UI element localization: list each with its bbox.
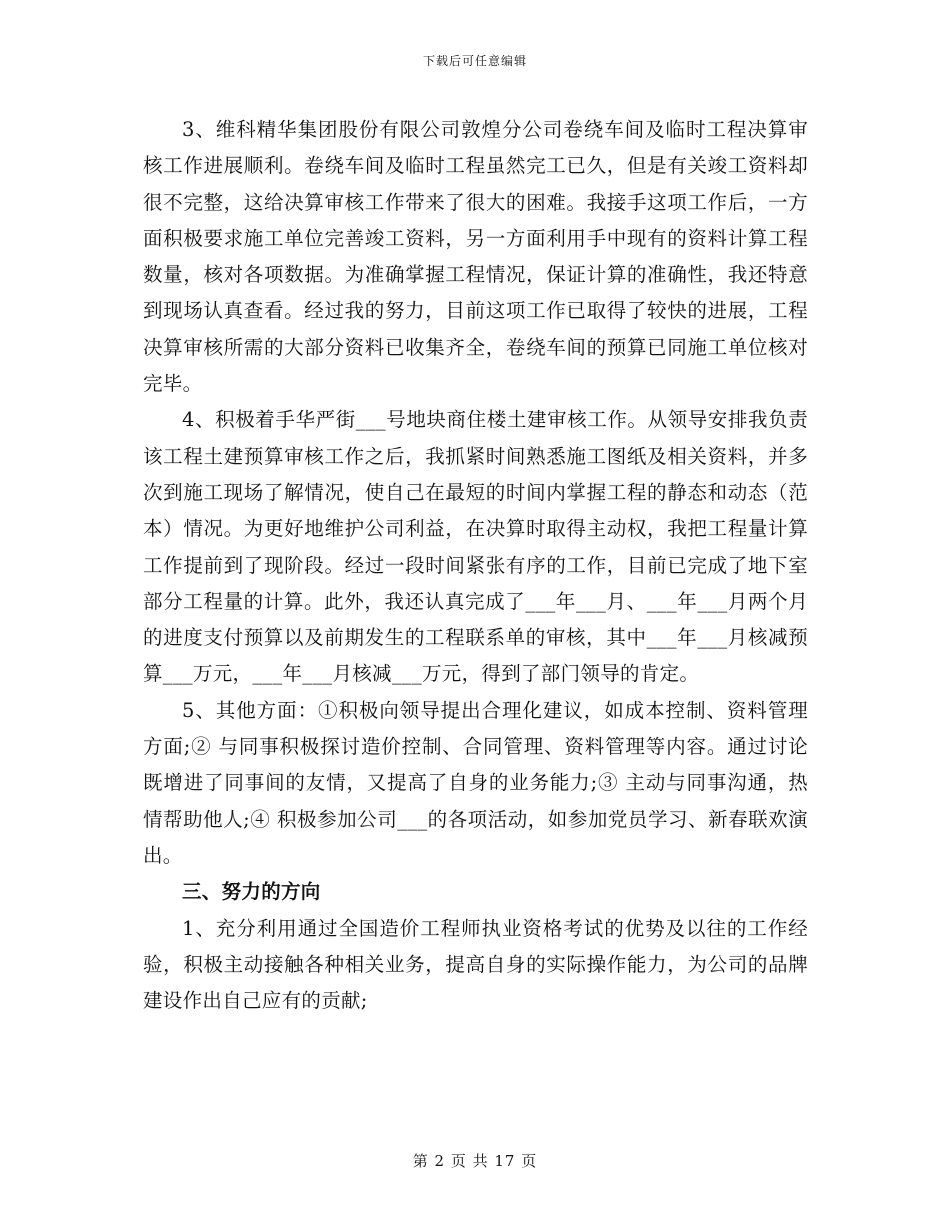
paragraph-4: 4、积极着手华严街___号地块商住楼土建审核工作。从领导安排我负责该工程土建预算审核工作之后，我抓紧时间熟悉施工图纸及相关资料，并多次到施工现场了解情况，使自己在最短的时间内掌握工程的静态和动态（范本）情况。为更好地维护公司利益，在决算时取得主动权，我把工程量计算工作提前到了现阶段。经过一段时间紧张有序的工作，目前已完成了地下室部分工程量的计算。此外，我还认真完成了___年___月、___年___月两个月的进度支付预算以及前期发生的工程联系单的审核，其中___年___月核减预算___万元，___年___月核减___万元，得到了部门领导的肯定。 [143, 408, 808, 686]
page-header: 下载后可任意编辑 [422, 54, 527, 68]
page-number: 第 2 页 共 17 页 [412, 1152, 538, 1170]
paragraph-direction-1: 1、充分利用通过全国造价工程师执业资格考试的优势及以往的工作经验，积极主动接触各种相关业务，提高自身的实际操作能力，为公司的品牌建设作出自己应有的贡献; [143, 916, 808, 1013]
document-body [143, 112, 808, 1019]
paragraph-5: 5、其他方面：①积极向领导提出合理化建议，如成本控制、资料管理方面;② 与同事积极探讨造价控制、合同管理、资料管理等内容。通过讨论既增进了同事间的友情，又提高了自身的业务能力;③ 主动与同事沟通，热情帮助他人;④ 积极参加公司___的各项活动，如参加党员学习、新春联欢演出。 [143, 698, 808, 867]
paragraph-3: 3、维科精华集团股份有限公司敦煌分公司卷绕车间及临时工程决算审核工作进展顺利。卷绕车间及临时工程虽然完工已久，但是有关竣工资料却很不完整，这给决算审核工作带来了很大的困难。我接手这项工作后，一方面积极要求施工单位完善竣工资料，另一方面利用手中现有的资料计算工程数量，核对各项数据。为准确掌握工程情况，保证计算的准确性，我还特意到现场认真查看。经过我的努力，目前这项工作已取得了较快的进展，工程决算审核所需的大部分资料已收集齐全，卷绕车间的预算已同施工单位核对完毕。 [143, 118, 808, 396]
section-heading: 三、努力的方向 [182, 880, 321, 904]
